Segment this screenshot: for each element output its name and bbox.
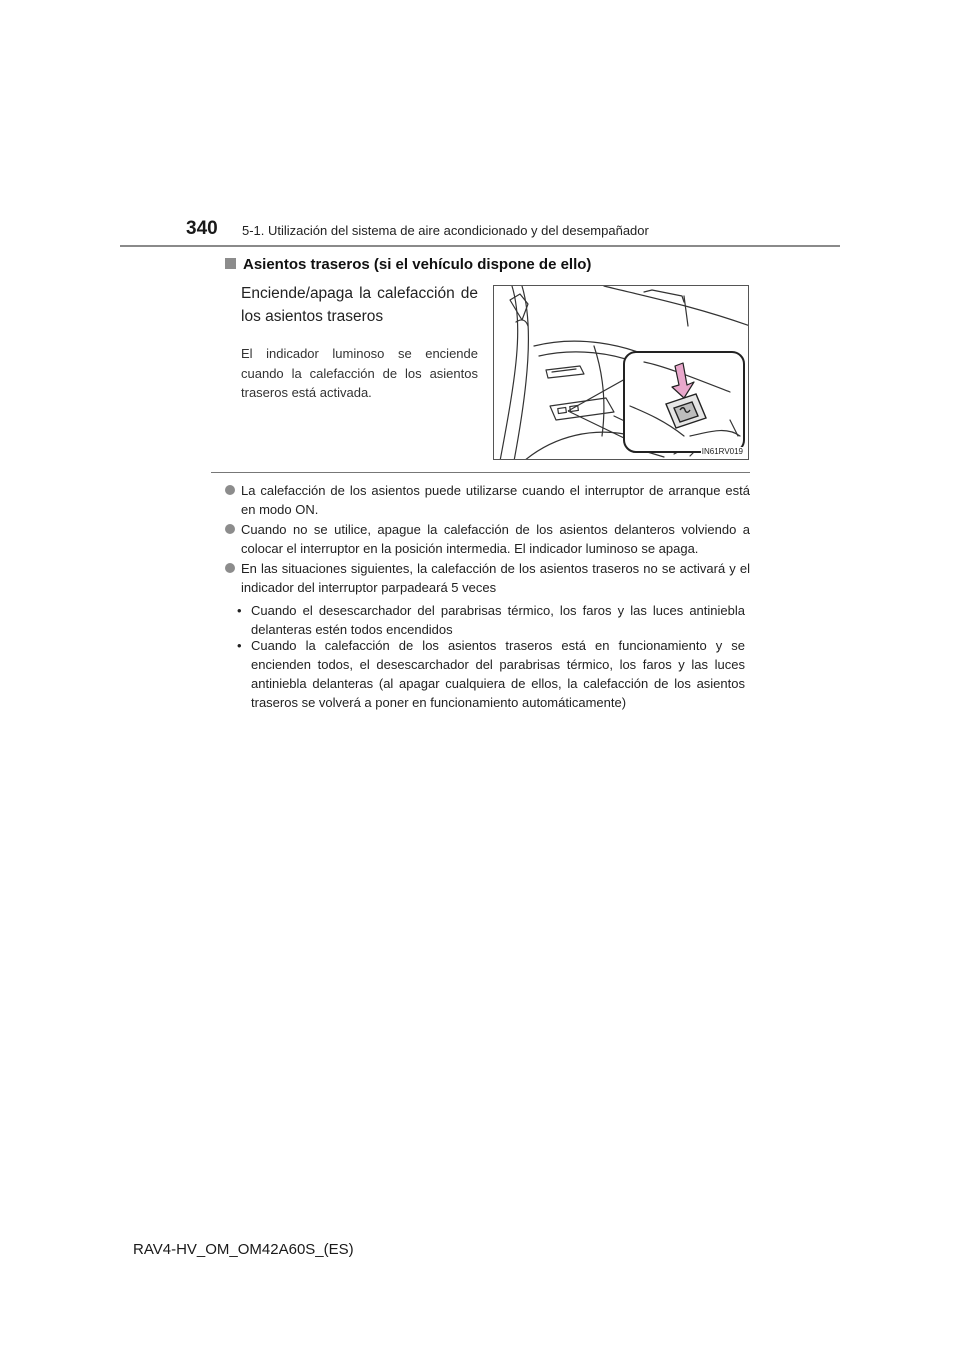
sub-list-item: [237, 601, 745, 639]
step-note: El indicador luminoso se enciende cuando la calefacción de los asientos traseros está activada.: [241, 346, 478, 400]
section-divider: [211, 472, 750, 473]
door-panel-drawing: [494, 286, 749, 460]
chapter-header: 5-1. Utilización del sistema de aire acondicionado y del desempañador: [242, 223, 649, 238]
page-number: 340: [186, 218, 218, 239]
note-item: [225, 481, 750, 519]
sub-bullet-marker: •: [237, 603, 242, 618]
round-bullet-icon: [225, 485, 235, 495]
note-item: [225, 520, 750, 558]
rear-seat-heater-illustration: [493, 285, 749, 460]
document-code-footer: RAV4-HV_OM_OM42A60S_(ES): [133, 1241, 354, 1258]
sub-bullet-marker: •: [237, 638, 242, 653]
note-text: En las situaciones siguientes, la calefacción de los asientos traseros no se activará y el indicador del interruptor parpadeará 5 veces: [241, 561, 750, 595]
header-rule: [120, 245, 840, 247]
note-item: [225, 559, 750, 597]
figure-code: IN61RV019: [701, 447, 743, 456]
square-bullet-icon: [225, 258, 236, 269]
sub-item-text: Cuando la calefacción de los asientos traseros está en funcionamiento y se encienden todos, el desescarchador del parabrisas térmico, los faros y las luces antiniebla delanteras (al apagar cualquiera de ellos, la calefacción de los asientos traseros se volverá a poner en funcionamiento automáticamente): [251, 638, 745, 710]
sub-item-text: Cuando el desescarchador del parabrisas térmico, los faros y las luces antiniebla delanteras estén todos encendidos: [251, 603, 745, 637]
note-text: La calefacción de los asientos puede utilizarse cuando el interruptor de arranque está en modo ON.: [241, 483, 750, 517]
note-text: Cuando no se utilice, apague la calefacción de los asientos delanteros volviendo a colocar el interruptor en la posición intermedia. El indicador luminoso se apaga.: [241, 522, 750, 556]
sub-list-item: [237, 636, 745, 712]
round-bullet-icon: [225, 524, 235, 534]
round-bullet-icon: [225, 563, 235, 573]
step-title: Enciende/apaga la calefacción de los asientos traseros: [241, 285, 478, 325]
section-heading: [225, 256, 591, 273]
section-heading-text: Asientos traseros (si el vehículo dispone de ello): [243, 256, 592, 273]
